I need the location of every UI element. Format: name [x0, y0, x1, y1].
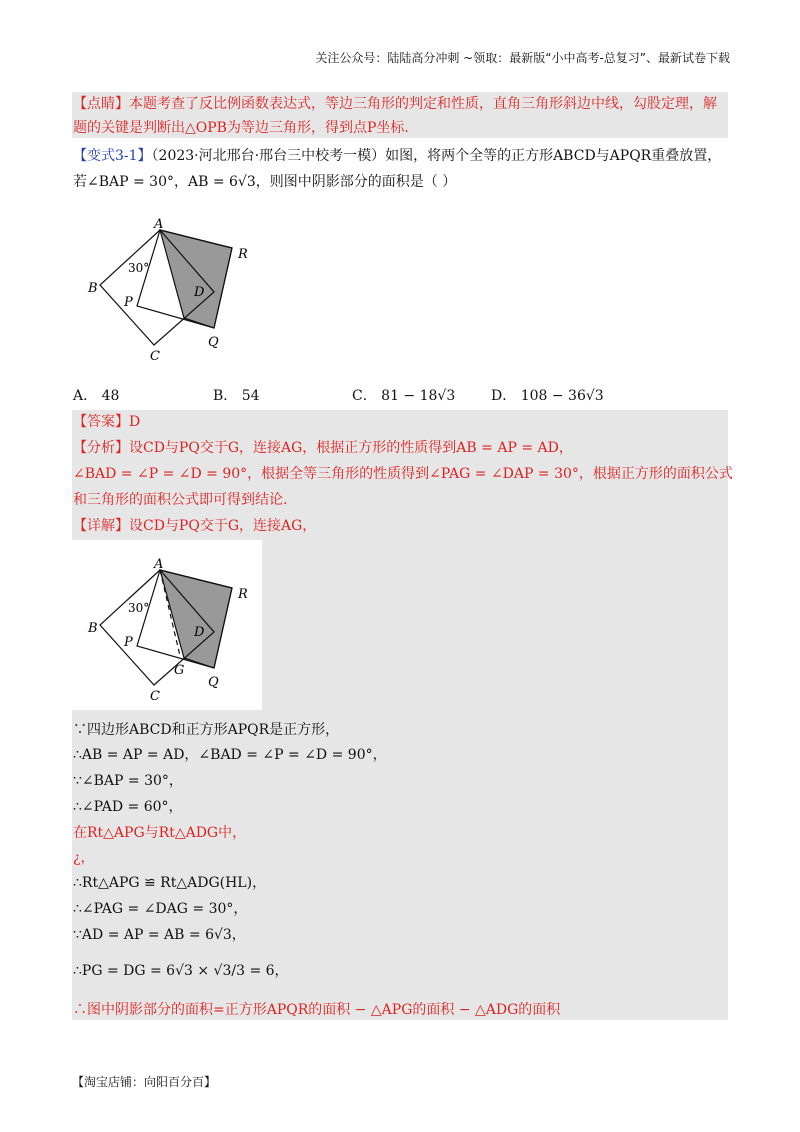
detail-tag: 【详解】 — [73, 518, 129, 534]
step-8: ∴∠PAG = ∠DAG = 30°， — [73, 901, 248, 917]
analysis-tag: 【分析】 — [73, 440, 129, 456]
step-2: ∴AB = AP = AD，∠BAD = ∠P = ∠D = 90°， — [73, 747, 387, 763]
comment-tag: 【点睛】 — [73, 96, 129, 112]
choice-d-letter: D． — [491, 388, 517, 404]
page-footer: 【淘宝店铺：向阳百分百】 — [72, 1075, 217, 1089]
label-r-2: R — [238, 587, 248, 602]
label-p-2: P — [124, 635, 133, 650]
label-b: B — [88, 281, 98, 296]
choice-c-value: 81 − 18√3 — [381, 388, 456, 404]
choice-b — [213, 385, 260, 405]
analysis-text-1: 设CD与PQ交于G，连接AG，根据正方形的性质得到AB = AP = AD， — [129, 440, 573, 456]
label-g: G — [174, 663, 185, 678]
comment-text-1: 本题考查了反比例函数表达式，等边三角形的判定和性质，直角三角形斜边中线，勾股定理，解 — [129, 96, 717, 112]
step-11: ∴图中阴影部分的面积=正方形APQR的面积 − △APG的面积 − △ADG的面积 — [73, 1002, 561, 1018]
problem-line-2: 若∠BAP = 30°，AB = 6√3，则图中阴影部分的面积是（ ） — [73, 174, 457, 190]
step-5: 在Rt△APG与Rt△ADG中， — [73, 825, 247, 841]
label-angle: 30° — [128, 261, 150, 275]
analysis-line-3: 和三角形的面积公式即可得到结论. — [73, 492, 288, 508]
choice-a — [73, 385, 119, 405]
choice-a-letter: A． — [73, 388, 98, 404]
label-c: C — [150, 349, 160, 364]
step-1: ∵四边形ABCD和正方形APQR是正方形， — [73, 722, 340, 738]
problem-text-1: （2023·河北邢台·邢台三中校考一模）如图，将两个全等的正方形ABCD与APQR重叠放置， — [151, 148, 722, 164]
analysis-line-2: ∠BAD = ∠P = ∠D = 90°，根据全等三角形的性质得到∠PAG = ∠DAP = 30°，根据正方形的面积公式 — [73, 466, 733, 482]
label-a-2: A — [154, 557, 164, 572]
choice-d-value: 108 − 36√3 — [520, 388, 604, 404]
detail-text-1: 设CD与PQ交于G，连接AG， — [129, 518, 317, 534]
choice-c-letter: C． — [352, 388, 377, 404]
label-angle-2: 30° — [128, 601, 150, 615]
comment-line-2: 题的关键是判断出△OPB为等边三角形，得到点P坐标. — [73, 120, 409, 136]
label-q: Q — [208, 335, 219, 350]
step-3: ∵∠BAP = 30°， — [73, 773, 183, 789]
problem-tag: 【变式3-1】 — [73, 148, 152, 164]
label-c-2: C — [150, 689, 160, 704]
step-9: ∵AD = AP = AB = 6√3， — [73, 927, 246, 943]
answer-line — [73, 412, 140, 432]
geometry-figure-1 — [82, 210, 262, 365]
page-header: 关注公众号：陆陆高分冲刺 ~领取：最新版“小中高考-总复习”、最新试卷下载 — [315, 51, 730, 65]
label-b-2: B — [88, 621, 98, 636]
answer-tag: 【答案】 — [73, 414, 129, 430]
choice-c — [352, 385, 455, 405]
choice-b-value: 54 — [241, 388, 260, 404]
step-4: ∴∠PAD = 60°， — [73, 799, 183, 815]
geometry-figure-2 — [82, 550, 262, 705]
choice-d — [491, 385, 604, 405]
choice-b-letter: B． — [213, 388, 238, 404]
problem-line-1 — [73, 146, 721, 166]
label-p: P — [124, 295, 133, 310]
detail-line-1 — [73, 516, 316, 536]
comment-line-1 — [73, 94, 717, 114]
analysis-line-1 — [73, 438, 573, 458]
label-r: R — [238, 247, 248, 262]
label-d: D — [194, 285, 205, 300]
step-7: ∴Rt△APG ≌ Rt△ADG(HL)， — [73, 875, 267, 891]
step-10: ∴PG = DG = 6√3 × √3/3 = 6， — [73, 963, 289, 979]
label-a: A — [154, 217, 164, 232]
answer-value: D — [129, 414, 141, 430]
label-q-2: Q — [208, 675, 219, 690]
label-d-2: D — [194, 625, 205, 640]
step-6: ¿， — [73, 850, 95, 866]
choice-a-value: 48 — [101, 388, 120, 404]
